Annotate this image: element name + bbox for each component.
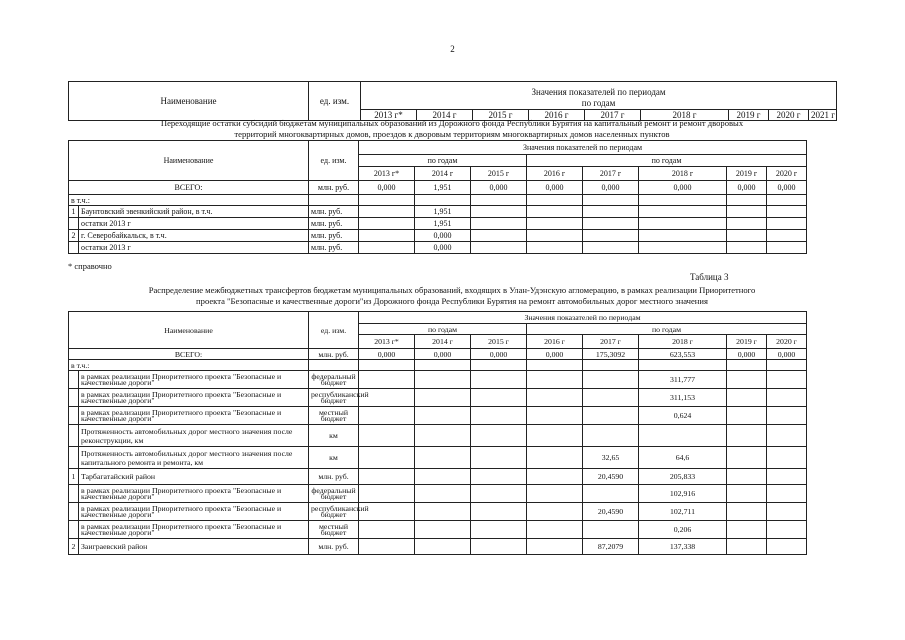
row-number: [69, 218, 79, 230]
year-header: 2020 г: [767, 167, 807, 181]
total-value: 0,000: [767, 349, 807, 360]
section1-title: Переходящие остатки субсидий бюджетам муниципальных образований из Дорожного фонда Республики Бурятия на капитальный ремонт и ремонт дворовых территорий многоквартирных домов, проездов к дворовым территориям многоквартирных домов населенных пунктов: [160, 118, 744, 139]
row-value: [471, 218, 527, 230]
row-value: [767, 521, 807, 539]
row-value: 20,4590: [583, 503, 639, 521]
row-value: [727, 521, 767, 539]
row-value: [767, 230, 807, 242]
row-name: в рамках реализации Приоритетного проекта "Безопасные и качественные дороги": [79, 371, 309, 389]
row-value: [471, 407, 527, 425]
year-header: 2016 г: [527, 167, 583, 181]
year-header: 2016 г: [527, 335, 583, 349]
row-value: [359, 242, 415, 254]
row-value: 0,624: [639, 407, 727, 425]
row-value: [415, 425, 471, 447]
row-unit: федеральный бюджет: [309, 485, 359, 503]
including-label: в т.ч.:: [69, 360, 309, 371]
row-value: [583, 242, 639, 254]
row-value: 1,951: [415, 206, 471, 218]
header-by-years: по годам: [359, 324, 527, 335]
row-number: [69, 371, 79, 389]
row-value: [727, 425, 767, 447]
row-value: [471, 230, 527, 242]
row-unit: местный бюджет: [309, 521, 359, 539]
total-label: ВСЕГО:: [69, 181, 309, 195]
year-header: 2014 г: [415, 335, 471, 349]
row-name: в рамках реализации Приоритетного проекта "Безопасные и качественные дороги": [79, 521, 309, 539]
table-row: [69, 389, 807, 407]
row-unit: км: [309, 447, 359, 469]
transfers-remainder-table: [68, 140, 807, 254]
table-row: [69, 425, 807, 447]
year-header: 2015 г: [473, 110, 529, 121]
year-header: 2013 г*: [359, 167, 415, 181]
row-unit: федеральный бюджет: [309, 371, 359, 389]
year-header: 2018 г: [641, 110, 729, 121]
row-value: 20,4590: [583, 469, 639, 485]
row-unit: млн. руб.: [309, 242, 359, 254]
row-number: 1: [69, 469, 79, 485]
row-value: [767, 469, 807, 485]
header-unit: ед. изм.: [309, 312, 359, 349]
row-unit: млн. руб.: [309, 230, 359, 242]
total-value: 1,951: [415, 181, 471, 195]
row-number: 2: [69, 539, 79, 555]
row-value: [527, 485, 583, 503]
top-header-table: [68, 81, 837, 121]
row-value: [415, 485, 471, 503]
row-number: [69, 407, 79, 425]
row-value: [727, 447, 767, 469]
row-value: 64,6: [639, 447, 727, 469]
row-value: [583, 218, 639, 230]
row-number: [69, 447, 79, 469]
header-name: Наименование: [69, 312, 309, 349]
total-value: 0,000: [471, 181, 527, 195]
total-value: 0,000: [471, 349, 527, 360]
total-unit: млн. руб.: [309, 181, 359, 195]
row-value: [639, 230, 727, 242]
table-row: [69, 503, 807, 521]
table-label: Таблица 3: [690, 272, 729, 282]
row-value: [583, 407, 639, 425]
year-header: 2016 г: [529, 110, 585, 121]
row-name: Тарбагатайский район: [79, 469, 309, 485]
row-name: в рамках реализации Приоритетного проекта "Безопасные и качественные дороги": [79, 407, 309, 425]
row-name: г. Северобайкальск, в т.ч.: [79, 230, 309, 242]
row-value: [639, 425, 727, 447]
row-value: [527, 230, 583, 242]
row-value: [583, 485, 639, 503]
row-value: [527, 218, 583, 230]
row-value: [471, 503, 527, 521]
total-value: 0,000: [415, 349, 471, 360]
row-value: [527, 521, 583, 539]
row-value: [415, 469, 471, 485]
footnote: * справочно: [68, 261, 112, 271]
row-value: [527, 503, 583, 521]
row-value: [639, 242, 727, 254]
row-name: в рамках реализации Приоритетного проекта "Безопасные и качественные дороги": [79, 503, 309, 521]
row-value: [415, 407, 471, 425]
row-unit: млн. руб.: [309, 206, 359, 218]
year-header: 2013 г*: [359, 335, 415, 349]
row-value: [583, 230, 639, 242]
table-row: [69, 407, 807, 425]
year-header: 2018 г: [639, 335, 727, 349]
row-value: 102,711: [639, 503, 727, 521]
table-row: [69, 521, 807, 539]
row-value: [359, 539, 415, 555]
row-unit: республиканский бюджет: [309, 389, 359, 407]
total-value: 0,000: [359, 181, 415, 195]
row-value: [767, 206, 807, 218]
year-header: 2020 г: [769, 110, 809, 121]
total-unit: млн. руб.: [309, 349, 359, 360]
row-value: [727, 503, 767, 521]
row-value: [727, 539, 767, 555]
row-number: 2: [69, 230, 79, 242]
row-value: [471, 242, 527, 254]
row-value: [767, 485, 807, 503]
total-value: 0,000: [527, 349, 583, 360]
year-header: 2014 г: [415, 167, 471, 181]
table-row: [69, 447, 807, 469]
header-values-title: Значения показателей по периодам: [359, 312, 807, 324]
year-header: 2019 г: [727, 335, 767, 349]
table-row: [69, 230, 807, 242]
row-value: [727, 407, 767, 425]
row-value: [471, 539, 527, 555]
header-name: Наименование: [69, 141, 309, 181]
total-value: 0,000: [359, 349, 415, 360]
year-header: 2019 г: [727, 167, 767, 181]
row-value: 1,951: [415, 218, 471, 230]
row-unit: млн. руб.: [309, 469, 359, 485]
table-row: [69, 206, 807, 218]
row-value: [727, 371, 767, 389]
row-value: [471, 485, 527, 503]
row-number: [69, 242, 79, 254]
row-name: в рамках реализации Приоритетного проекта "Безопасные и качественные дороги": [79, 389, 309, 407]
row-value: [527, 425, 583, 447]
row-value: [471, 206, 527, 218]
year-header: 2013 г*: [361, 110, 417, 121]
year-header: 2021 г: [809, 110, 837, 121]
table-row: [69, 218, 807, 230]
row-value: [359, 206, 415, 218]
year-header: 2018 г: [639, 167, 727, 181]
row-value: [527, 206, 583, 218]
year-header: 2017 г: [585, 110, 641, 121]
row-value: [727, 485, 767, 503]
year-header: 2017 г: [583, 167, 639, 181]
header-by-years: по годам: [527, 324, 807, 335]
row-value: 311,777: [639, 371, 727, 389]
row-value: 0,206: [639, 521, 727, 539]
row-value: [471, 521, 527, 539]
row-value: [583, 425, 639, 447]
page-number: 2: [450, 44, 455, 54]
total-label: ВСЕГО:: [69, 349, 309, 360]
row-value: [471, 389, 527, 407]
year-header: 2015 г: [471, 335, 527, 349]
header-by-years: по годам: [359, 155, 527, 167]
row-value: [583, 389, 639, 407]
total-value: 623,553: [639, 349, 727, 360]
row-value: [767, 539, 807, 555]
row-name: Протяженность автомобильных дорог местного значения после реконструкции, км: [79, 425, 309, 447]
row-number: [69, 521, 79, 539]
row-value: [359, 425, 415, 447]
row-value: [415, 539, 471, 555]
row-value: [583, 521, 639, 539]
row-value: [767, 389, 807, 407]
row-number: 1: [69, 206, 79, 218]
year-header: 2015 г: [471, 167, 527, 181]
header-unit: ед. изм.: [309, 141, 359, 181]
year-header: 2020 г: [767, 335, 807, 349]
header-by-years: по годам: [527, 155, 807, 167]
row-unit: местный бюджет: [309, 407, 359, 425]
table-row: [69, 371, 807, 389]
row-number: [69, 503, 79, 521]
row-name: Заиграевский район: [79, 539, 309, 555]
row-name: остатки 2013 г: [79, 242, 309, 254]
row-value: [767, 242, 807, 254]
row-value: [527, 447, 583, 469]
table-row: [69, 539, 807, 555]
row-value: [527, 469, 583, 485]
row-value: [583, 206, 639, 218]
row-value: [527, 371, 583, 389]
total-value: 0,000: [583, 181, 639, 195]
row-value: [415, 521, 471, 539]
row-value: [767, 371, 807, 389]
row-value: 205,833: [639, 469, 727, 485]
row-value: [359, 230, 415, 242]
year-header: 2014 г: [417, 110, 473, 121]
row-name: в рамках реализации Приоритетного проекта "Безопасные и качественные дороги": [79, 485, 309, 503]
row-value: [415, 371, 471, 389]
total-value: 0,000: [767, 181, 807, 195]
transfers-distribution-table: [68, 311, 807, 555]
row-value: [415, 389, 471, 407]
row-value: [415, 447, 471, 469]
year-header: 2019 г: [729, 110, 769, 121]
row-value: [767, 218, 807, 230]
row-value: [767, 447, 807, 469]
row-value: [359, 447, 415, 469]
row-value: [639, 218, 727, 230]
row-value: 32,65: [583, 447, 639, 469]
table-row: [69, 485, 807, 503]
header-unit: ед. изм.: [309, 82, 361, 121]
row-value: [359, 371, 415, 389]
including-label: в т.ч.:: [69, 195, 309, 206]
header-values-title: Значения показателей по периодам по годам: [361, 82, 837, 110]
row-unit: республиканский бюджет: [309, 503, 359, 521]
row-value: [527, 242, 583, 254]
row-name: остатки 2013 г: [79, 218, 309, 230]
row-value: [527, 539, 583, 555]
row-value: [527, 407, 583, 425]
row-value: [415, 503, 471, 521]
row-value: [359, 407, 415, 425]
row-number: [69, 485, 79, 503]
row-value: [471, 447, 527, 469]
row-value: [471, 469, 527, 485]
row-name: Баунтовский эвенкийский район, в т.ч.: [79, 206, 309, 218]
row-unit: млн. руб.: [309, 218, 359, 230]
table-row: [69, 242, 807, 254]
total-value: 0,000: [639, 181, 727, 195]
row-unit: км: [309, 425, 359, 447]
row-value: [639, 206, 727, 218]
total-value: 175,3092: [583, 349, 639, 360]
row-unit: млн. руб.: [309, 539, 359, 555]
row-value: [359, 521, 415, 539]
row-value: 87,2079: [583, 539, 639, 555]
row-value: [471, 371, 527, 389]
header-name: Наименование: [69, 82, 309, 121]
year-header: 2017 г: [583, 335, 639, 349]
total-value: 0,000: [727, 181, 767, 195]
row-value: [359, 469, 415, 485]
row-value: [727, 218, 767, 230]
row-value: [727, 469, 767, 485]
row-value: [359, 218, 415, 230]
total-value: 0,000: [527, 181, 583, 195]
section2-title: Распределение межбюджетных трансфертов бюджетам муниципальных образований, входящих в Улан-Удэнскую агломерацию, в рамках реализации Приоритетного проекта "Безопасные и качественные дороги"из Дорожного фонда Республики Бурятия на ремонт автомобильных дорог местного значения: [148, 285, 756, 306]
row-value: [727, 206, 767, 218]
row-value: [727, 230, 767, 242]
row-value: 0,000: [415, 230, 471, 242]
header-values-title: Значения показателей по периодам: [359, 141, 807, 155]
row-value: 102,916: [639, 485, 727, 503]
row-number: [69, 425, 79, 447]
row-value: [727, 242, 767, 254]
row-value: 0,000: [415, 242, 471, 254]
row-value: [767, 425, 807, 447]
row-value: 311,153: [639, 389, 727, 407]
row-number: [69, 389, 79, 407]
total-value: 0,000: [727, 349, 767, 360]
row-value: [359, 485, 415, 503]
row-value: [727, 389, 767, 407]
row-value: [767, 407, 807, 425]
row-value: 137,338: [639, 539, 727, 555]
row-value: [527, 389, 583, 407]
row-value: [471, 425, 527, 447]
table-row: [69, 469, 807, 485]
row-name: Протяженность автомобильных дорог местного значения после капитального ремонта и ремонта, км: [79, 447, 309, 469]
row-value: [767, 503, 807, 521]
row-value: [583, 371, 639, 389]
